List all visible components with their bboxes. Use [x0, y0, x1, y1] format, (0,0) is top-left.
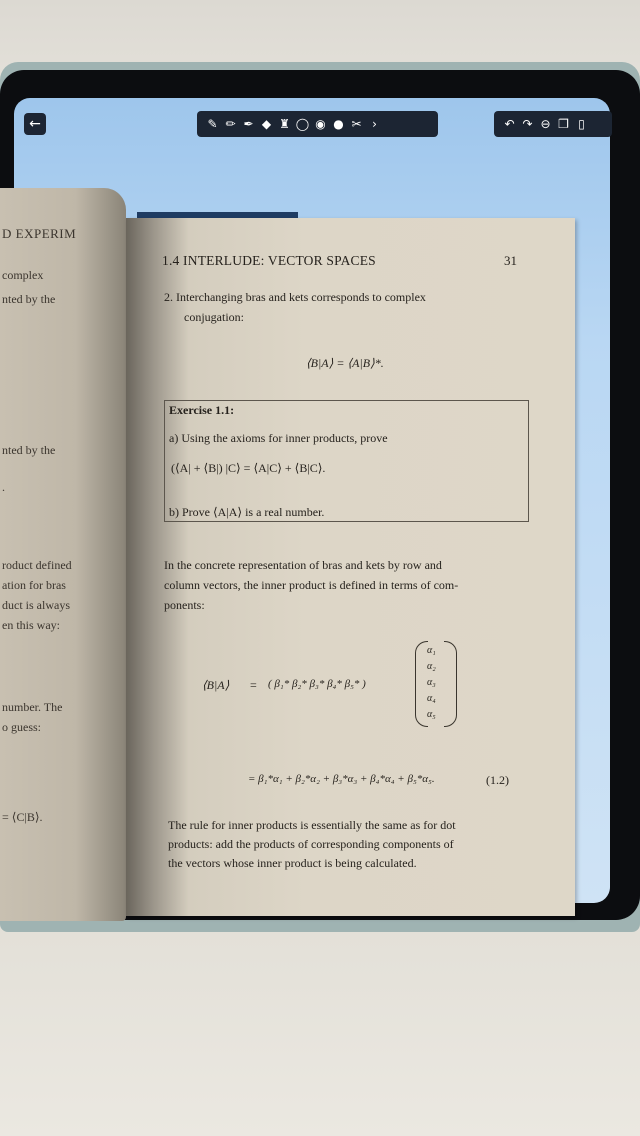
paragraph2-line3: the vectors whose inner product is being calculated.: [168, 856, 417, 870]
exercise-part-a: a) Using the axioms for inner products, prove: [169, 431, 388, 445]
exercise-part-a-equation: (⟨A| + ⟨B|) |C⟩ = ⟨A|C⟩ + ⟨B|C⟩.: [171, 461, 326, 475]
paragraph1-line3: ponents:: [164, 598, 205, 612]
shapes-icon[interactable]: ◉: [315, 117, 326, 131]
laser-icon[interactable]: ●: [333, 117, 344, 131]
column-vector-bracket-right: [444, 641, 457, 727]
lasso-icon[interactable]: ◯: [295, 117, 310, 131]
item2-line1: 2. Interchanging bras and kets corresponds to complex: [164, 290, 426, 304]
expanded-sum: = β₁*α₁ + β₂*α₂ + β₃*α₃ + β₄*α₄ + β₅*α₅.: [248, 773, 435, 785]
left-page-line: complex: [2, 268, 44, 282]
item2-line2: conjugation:: [184, 310, 244, 324]
left-page-heading: D EXPERIM: [2, 226, 77, 241]
column-entry: α₄: [427, 693, 436, 704]
exercise-title: Exercise 1.1:: [169, 403, 235, 417]
column-entry: α₅: [427, 709, 436, 720]
zoom-icon[interactable]: ⊖: [540, 117, 551, 131]
drawing-toolbar: [197, 111, 438, 137]
wall-background: [0, 0, 640, 70]
inner-product-lhs: ⟨B|A⟩: [202, 678, 230, 692]
paragraph2-line1: The rule for inner products is essentially the same as for dot: [168, 818, 456, 832]
left-page-line: nted by the: [2, 292, 56, 306]
table-surface: [0, 930, 640, 1136]
left-book-page: [0, 188, 126, 921]
pencil-icon[interactable]: ✏: [225, 117, 236, 131]
paragraph2-line2: products: add the products of corresponding components of: [168, 837, 454, 851]
image-icon[interactable]: ✂: [351, 117, 362, 131]
left-page-line: = ⟨C|B⟩.: [2, 810, 43, 824]
left-page-line: roduct defined: [2, 558, 72, 572]
row-vector: ( β₁* β₂* β₃* β₄* β₅* ): [268, 678, 366, 690]
running-head: 1.4 INTERLUDE: VECTOR SPACES: [162, 253, 376, 268]
back-arrow-icon[interactable]: ←: [24, 113, 46, 135]
document-toolbar: [494, 111, 612, 137]
eraser-icon[interactable]: ◆: [261, 117, 272, 131]
highlighter-icon[interactable]: ♜: [279, 117, 290, 131]
left-page-line: number. The: [2, 700, 63, 714]
column-entry: α₂: [427, 661, 436, 672]
redo-icon[interactable]: ↷: [522, 117, 533, 131]
more-icon[interactable]: ›: [372, 117, 377, 131]
left-page-line: .: [2, 480, 5, 494]
exercise-part-b: b) Prove ⟨A|A⟩ is a real number.: [169, 505, 325, 519]
left-page-line: o guess:: [2, 720, 41, 734]
paragraph1-line1: In the concrete representation of bras and kets by row and: [164, 558, 442, 572]
exercise-box: [164, 400, 529, 522]
left-page-line: ation for bras: [2, 578, 66, 592]
pen-icon[interactable]: ✎: [207, 117, 218, 131]
share-icon[interactable]: ▯: [578, 117, 585, 131]
left-page-line: en this way:: [2, 618, 60, 632]
pages-icon[interactable]: ❐: [558, 117, 569, 131]
column-entry: α₁: [427, 645, 436, 656]
equals-sign: =: [250, 678, 257, 692]
equation-number: (1.2): [486, 773, 509, 787]
left-page-line: duct is always: [2, 598, 70, 612]
right-book-page: [126, 218, 575, 916]
left-page-line: nted by the: [2, 443, 56, 457]
marker-icon[interactable]: ✒: [243, 117, 254, 131]
paragraph1-line2: column vectors, the inner product is defined in terms of com-: [164, 578, 459, 592]
column-entry: α₃: [427, 677, 436, 688]
undo-icon[interactable]: ↶: [504, 117, 515, 131]
equation-conjugation: ⟨B|A⟩ = ⟨A|B⟩*.: [306, 356, 384, 370]
page-number: 31: [504, 253, 517, 268]
